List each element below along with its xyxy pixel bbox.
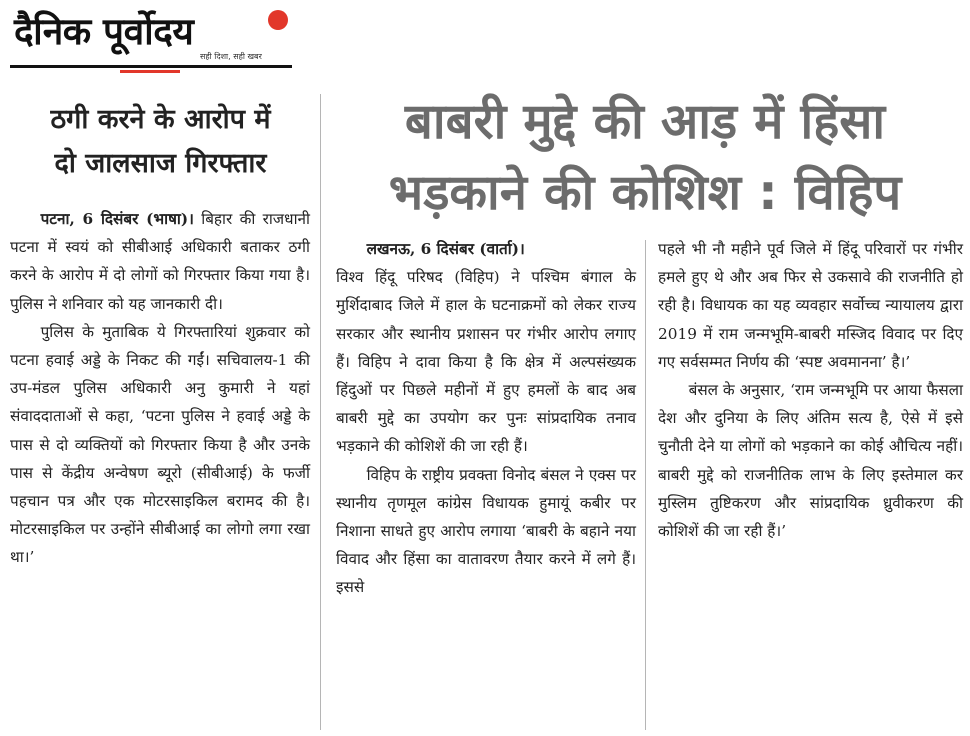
main-story-headline	[330, 86, 960, 228]
headline-line: बाबरी मुद्दे की आड़ में हिंसा	[404, 93, 886, 150]
headline-line: ठगी करने के आरोप में	[50, 104, 271, 135]
masthead-accent-rule	[120, 70, 180, 73]
headline-line: दो जालसाज गिरफ्तार	[54, 148, 267, 179]
masthead-rule	[10, 65, 292, 68]
headline-line: भड़काने की कोशिश : विहिप	[388, 164, 902, 221]
logo-red-dot-icon	[268, 10, 288, 30]
left-story-headline	[18, 98, 303, 186]
paragraph: पहले भी नौ महीने पूर्व जिले में हिंदू परिवारों पर गंभीर हमले हुए थे और अब फिर से उकसावे की राजनीति हो रही है। विधायक का यह व्यवहार सर्वोच्च न्यायालय द्वारा 2019 में राम जन्मभूमि-बाबरी मस्जिद विवाद पर दिए गए सर्वसम्मत निर्णय की ‘स्पष्ट अवमानना’ है।’	[658, 240, 963, 371]
paragraph: पुलिस के मुताबिक ये गिरफ्तारियां शुक्रवार को पटना हवाई अड्डे के निकट की गईं। सचिवालय-1 की उप-मंडल पुलिस अधिकारी अनु कुमारी ने यहां संवाददाताओं से कहा, ‘पटना पुलिस ने हवाई अड्डे के पास से दो व्यक्तियों को गिरफ्तार किया है और उनके पास से केंद्रीय अन्वेषण ब्यूरो (सीबीआई) के फर्जी पहचान पत्र और एक मोटरसाइकिल बरामद की है। मोटरसाइकिल पर उन्होंने सीबीआई का लोगो लगा रखा था।’	[10, 322, 310, 567]
column-divider	[645, 240, 646, 730]
dateline: लखनऊ, 6 दिसंबर (वार्ता)।	[366, 240, 525, 258]
paragraph	[10, 205, 310, 318]
main-story-column-1	[336, 235, 636, 602]
paragraph: विश्व हिंदू परिषद (विहिप) ने पश्चिम बंगाल के मुर्शिदाबाद जिले में हाल के घटनाक्रमों को लेकर राज्य सरकार और स्थानीय प्रशासन पर गंभीर आरोप लगाए हैं। विहिप ने दावा किया है कि क्षेत्र में अल्पसंख्यक हिंदुओं पर पिछले महीनों में हुए हमलों के बाद अब बाबरी मुद्दे का उपयोग कर पुनः सांप्रदायिक तनाव भड़काने की कोशिशें की जा रही हैं।	[336, 268, 636, 456]
masthead	[10, 4, 292, 74]
paragraph: बंसल के अनुसार, ‘राम जन्मभूमि पर आया फैसला देश और दुनिया के लिए अंतिम सत्य है, ऐसे में इसे चुनौती देने या लोगों को भड़काने का कोई औचित्य नहीं। बाबरी मुद्दे को राजनीतिक लाभ के लिए इस्तेमाल कर मुस्लिम तुष्टिकरण और सांप्रदायिक ध्रुवीकरण की कोशिशें की जा रही हैं।’	[658, 381, 963, 541]
paragraph-text: बिहार की राजधानी पटना में स्वयं को सीबीआई अधिकारी बताकर ठगी करने के आरोप में दो लोगों को गिरफ्तार किया गया है। पुलिस ने शनिवार को यह जानकारी दी।	[10, 210, 310, 313]
main-story-column-2	[658, 235, 963, 545]
paragraph: विहिप के राष्ट्रीय प्रवक्ता विनोद बंसल ने एक्स पर स्थानीय तृणमूल कांग्रेस विधायक हुमायूं कबीर पर निशाना साधते हुए आरोप लगाया ‘बाबरी के बहाने नया विवाद और हिंसा का वातावरण तैयार करने में लगे हैं। इससे	[336, 465, 636, 597]
dateline: पटना, 6 दिसंबर (भाषा)।	[40, 210, 194, 228]
left-story-body	[10, 205, 310, 572]
masthead-tagline: सही दिशा, सही खबर	[200, 52, 262, 61]
newspaper-logo: दैनिक पूर्वोदय	[14, 10, 194, 53]
column-divider	[320, 94, 321, 730]
